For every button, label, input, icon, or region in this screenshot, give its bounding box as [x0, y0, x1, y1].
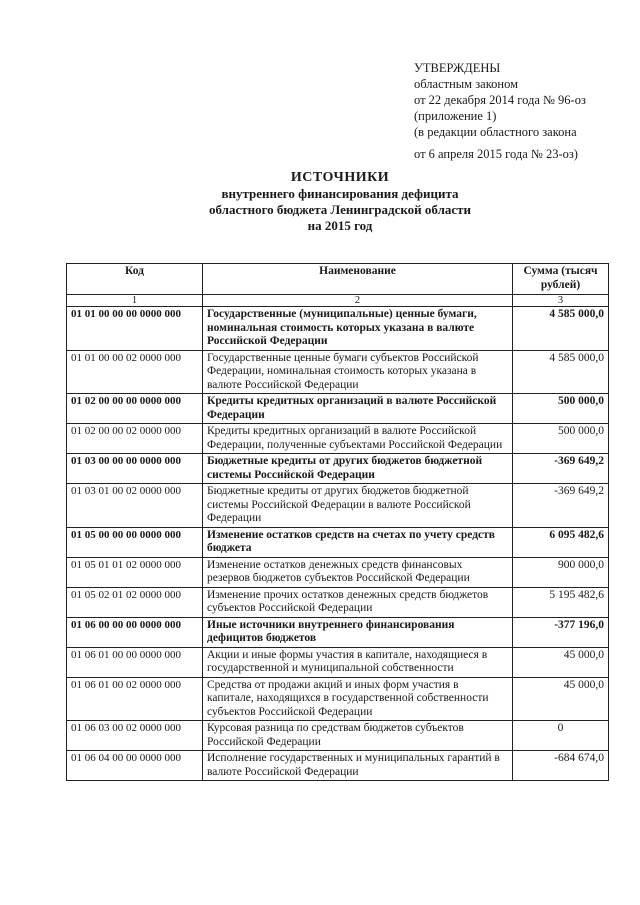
row-amount: -369 649,2 — [513, 454, 609, 484]
row-amount: 500 000,0 — [513, 424, 609, 454]
table-row — [67, 617, 609, 647]
row-name: Акции и иные формы участия в капитале, находящиеся в государственной и муниципальной собственности — [203, 647, 513, 677]
row-amount: -377 196,0 — [513, 617, 609, 647]
row-code: 01 02 00 00 02 0000 000 — [67, 424, 203, 454]
document-title — [150, 170, 530, 234]
approval-line: (в редакции областного закона — [414, 125, 577, 139]
row-name: Бюджетные кредиты от других бюджетов бюджетной системы Российской Федерации в валюте Российской Федерации — [203, 484, 513, 528]
row-code: 01 06 00 00 00 0000 000 — [67, 617, 203, 647]
row-code: 01 03 01 00 02 0000 000 — [67, 484, 203, 528]
row-amount: 900 000,0 — [513, 557, 609, 587]
row-amount: 500 000,0 — [513, 394, 609, 424]
row-name: Средства от продажи акций и иных форм участия в капитале, находящихся в государственной собственности субъектов Российской Федерации — [203, 677, 513, 721]
row-amount: 0 — [513, 721, 609, 751]
row-name: Изменение остатков денежных средств финансовых резервов бюджетов субъектов Российской Федерации — [203, 557, 513, 587]
approval-line: (приложение 1) — [414, 109, 497, 123]
row-code: 01 06 01 00 02 0000 000 — [67, 677, 203, 721]
header-code: Код — [67, 264, 203, 295]
row-code: 01 05 00 00 00 0000 000 — [67, 527, 203, 557]
approval-line: от 6 апреля 2015 года № 23-оз) — [414, 147, 578, 161]
row-amount: -684 674,0 — [513, 751, 609, 781]
row-code: 01 05 01 01 02 0000 000 — [67, 557, 203, 587]
table-row — [67, 721, 609, 751]
row-code: 01 01 00 00 02 0000 000 — [67, 350, 203, 394]
row-amount: 5 195 482,6 — [513, 587, 609, 617]
column-number: 3 — [513, 295, 609, 307]
approval-line: УТВЕРЖДЕНЫ — [414, 61, 501, 75]
table-row — [67, 484, 609, 528]
table-row — [67, 587, 609, 617]
table-row — [67, 307, 609, 351]
table-row — [67, 454, 609, 484]
row-name: Изменение остатков средств на счетах по учету средств бюджета — [203, 527, 513, 557]
row-amount: -369 649,2 — [513, 484, 609, 528]
table-row — [67, 557, 609, 587]
title-line: областного бюджета Ленинградской области — [208, 202, 472, 217]
row-name: Государственные ценные бумаги субъектов Российской Федерации, номинальная стоимость которых указана в валюте Российской Федерации — [203, 350, 513, 394]
approval-line: от 22 декабря 2014 года № 96-оз — [414, 93, 586, 107]
row-code: 01 01 00 00 00 0000 000 — [67, 307, 203, 351]
title-line: на 2015 год — [307, 218, 373, 233]
row-name: Бюджетные кредиты от других бюджетов бюджетной системы Российской Федерации — [203, 454, 513, 484]
row-name: Кредиты кредитных организаций в валюте Российской Федерации — [203, 394, 513, 424]
title-main: ИСТОЧНИКИ — [290, 170, 390, 185]
table-row — [67, 527, 609, 557]
column-number: 2 — [203, 295, 513, 307]
table-row — [67, 647, 609, 677]
table-row — [67, 350, 609, 394]
table-row — [67, 677, 609, 721]
row-code: 01 06 01 00 00 0000 000 — [67, 647, 203, 677]
row-code: 01 02 00 00 00 0000 000 — [67, 394, 203, 424]
table-row — [67, 394, 609, 424]
title-line: внутреннего финансирования дефицита — [221, 186, 459, 201]
row-code: 01 05 02 01 02 0000 000 — [67, 587, 203, 617]
header-name: Наименование — [203, 264, 513, 295]
row-name: Изменение прочих остатков денежных средств бюджетов субъектов Российской Федерации — [203, 587, 513, 617]
row-code: 01 06 04 00 00 0000 000 — [67, 751, 203, 781]
row-name: Кредиты кредитных организаций в валюте Российской Федерации, полученные субъектами Российской Федерации — [203, 424, 513, 454]
row-amount: 45 000,0 — [513, 647, 609, 677]
approval-stamp — [414, 60, 586, 162]
row-amount: 4 585 000,0 — [513, 350, 609, 394]
row-amount: 45 000,0 — [513, 677, 609, 721]
row-name: Исполнение государственных и муниципальных гарантий в валюте Российской Федерации — [203, 751, 513, 781]
column-number: 1 — [67, 295, 203, 307]
row-name: Государственные (муниципальные) ценные бумаги, номинальная стоимость которых указана в валюте Российской Федерации — [203, 307, 513, 351]
table-row — [67, 751, 609, 781]
row-code: 01 06 03 00 02 0000 000 — [67, 721, 203, 751]
approval-line: областным законом — [414, 77, 519, 91]
row-name: Курсовая разница по средствам бюджетов субъектов Российской Федерации — [203, 721, 513, 751]
row-amount: 6 095 482,6 — [513, 527, 609, 557]
row-code: 01 03 00 00 00 0000 000 — [67, 454, 203, 484]
sources-table — [66, 263, 609, 781]
header-sum: Сумма (тысяч рублей) — [513, 264, 609, 295]
table-row — [67, 424, 609, 454]
row-name: Иные источники внутреннего финансирования дефицитов бюджетов — [203, 617, 513, 647]
row-amount: 4 585 000,0 — [513, 307, 609, 351]
